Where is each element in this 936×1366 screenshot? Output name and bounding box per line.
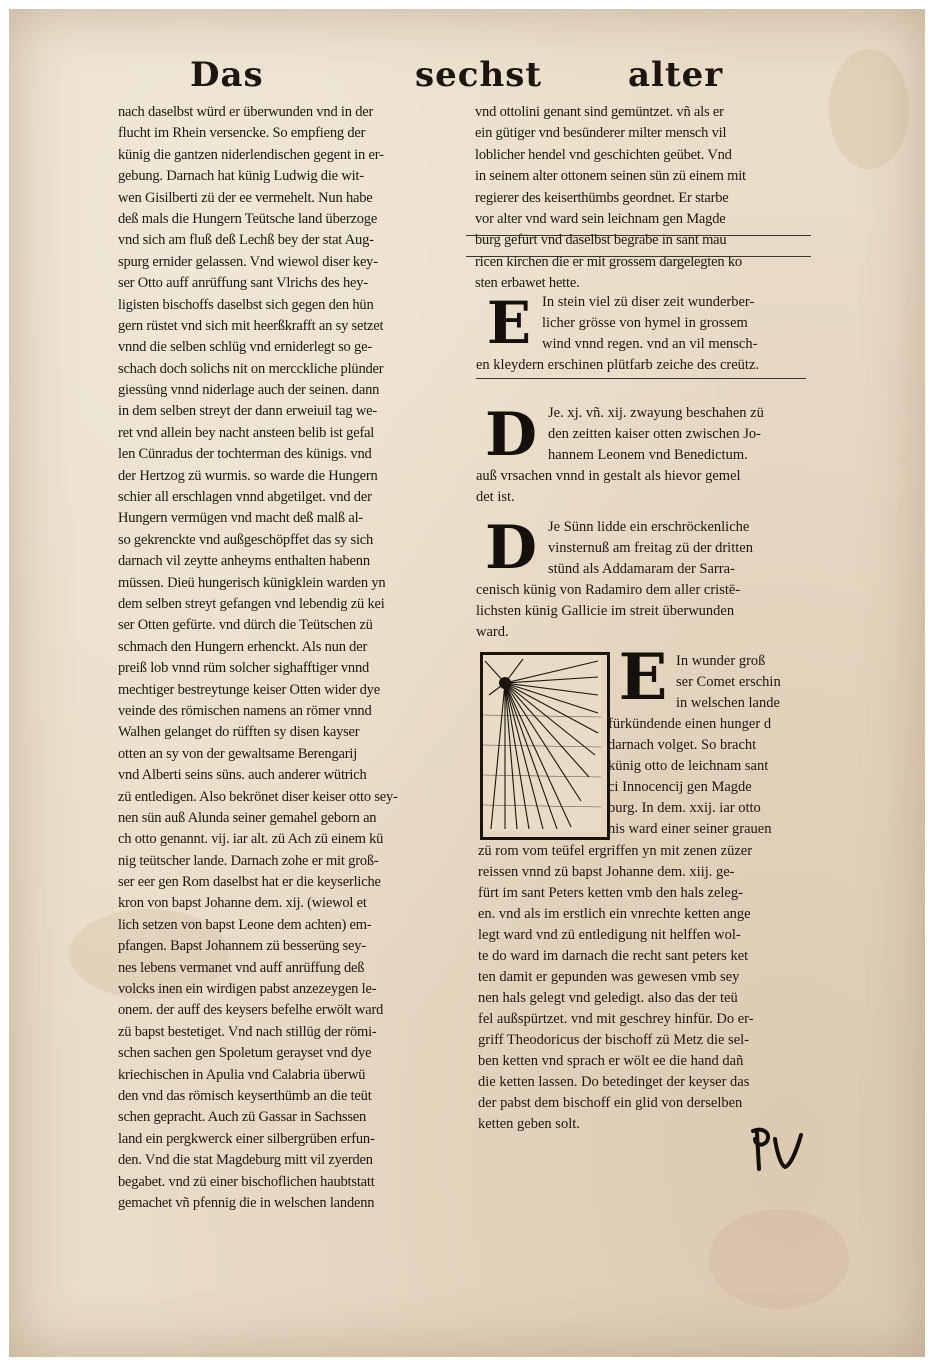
text-line: müssen. Dieü hungerisch künigklein warden yn — [118, 574, 386, 591]
text-line: ret vnd allein bey nacht ansteen belib ist gefal — [118, 424, 375, 441]
text-line: kron von bapst Johanne dem. xij. (wiewol et — [118, 895, 367, 912]
text-line: Walhen gelanget do rüfften sy disen kayser — [118, 724, 360, 741]
header-left: Das — [190, 55, 264, 95]
text-line: len Cünradus der tochterman des künigs. vnd — [118, 446, 372, 463]
text-line: licher grösse von hymel in grossem — [542, 315, 748, 331]
text-line: onem. der auff des keysers befelhe erwölt ward — [118, 1002, 384, 1019]
text-line: nig teütscher lande. Darnach zohe er mit groß- — [118, 852, 379, 869]
text-line: künig die gantzen niderlendischen gegent in er- — [118, 146, 384, 163]
text-line: ser Otten gefürte. vnd dürch die Teütschen zü — [118, 617, 373, 634]
text-line: der Hertzog zü wurmis. so warde die Hungern — [118, 467, 378, 484]
text-line: schen gepracht. Auch zü Gassar in Sachssen — [118, 1109, 367, 1126]
text-line: ricen kirchen die er mit grossem dargelegten ko — [475, 253, 742, 270]
text-line: den vnd das römisch keyserthümb an die teüt — [118, 1087, 372, 1104]
text-line: ser eer gen Rom daselbst hat er die keyserliche — [118, 874, 381, 891]
text-line: regierer des keiserthümbs geordnet. Er starbe — [475, 189, 729, 206]
text-line: griff Theodoricus der bischoff zü Metz die sel- — [478, 1032, 749, 1048]
drop-cap-initial: E — [618, 640, 668, 715]
text-line: reissen vnnd zü bapst Johanne dem. xiij. ge- — [478, 864, 735, 880]
text-line: zü rom vom teüfel ergriffen yn mit zenen züzer — [478, 843, 753, 859]
text-line: ben ketten vnd sprach er wölt ee die hand dañ — [478, 1053, 744, 1069]
text-line: gebung. Darnach hat künig Ludwig die wit- — [118, 168, 364, 185]
text-line: vnd sich am fluß deß Lechß bey der stat Aug- — [118, 232, 374, 249]
marginal-underline — [466, 256, 811, 257]
text-line: burg. In dem. xxij. iar otto — [608, 800, 761, 816]
marginal-underline — [476, 378, 806, 379]
paragraph-sun-eclipse — [476, 513, 821, 643]
text-line: ser Otto auff anrüffung sant Vlrichs des hey- — [118, 275, 368, 292]
text-line: vinsternuß am freitag zü der dritten — [548, 540, 753, 556]
text-line: land ein pergkwerck einer silbergrüben erfun- — [118, 1130, 375, 1147]
text-line: fürkündende einen hunger d — [608, 716, 772, 732]
text-line: hannem Leonem vnd Benedictum. — [548, 447, 748, 463]
text-line: in seinem alter ottonem seinen sün zü einem mit — [475, 168, 746, 185]
text-line: Je Sünn lidde ein erschröckenliche — [548, 519, 750, 535]
paragraph-stone — [476, 289, 821, 376]
text-line: te do ward im darnach die recht sant peters ket — [478, 948, 749, 964]
text-line: otten an sy von der gewaltsame Berengarij — [118, 745, 358, 762]
text-line: ligisten bischoffs daselbst sich gegen den hün — [118, 296, 374, 313]
text-line: gemachet vñ pfennig die in welschen landenn — [118, 1194, 375, 1211]
text-line: deß mals die Hungern Teütsche land überzoge — [118, 210, 378, 227]
text-line: auß vrsachen vnnd in gestalt als hievor gemel — [476, 468, 741, 484]
text-line: en kleydern erschinen plütfarb zeiche des creütz. — [476, 357, 760, 373]
text-line: ketten geben solt. — [478, 1116, 580, 1132]
text-line: cenisch künig von Radamiro dem aller cristē- — [476, 582, 741, 598]
text-line: nes lebens vermanet vnd auff anrüffung deß — [118, 959, 365, 976]
text-line: vor alter vnd ward sein leichnam gen Magde — [475, 210, 726, 227]
drop-cap-initial: D — [484, 400, 538, 470]
text-line: Hungern vermügen vnd macht deß malß al- — [118, 510, 364, 527]
paragraph-comet-continued — [478, 841, 823, 1135]
text-line: wind vnnd regen. vnd an vil mensch- — [542, 336, 758, 352]
header-right: alter — [628, 55, 724, 95]
text-line: ch otto genannt. vij. iar alt. zü Ach zü einem kü — [118, 831, 384, 848]
text-line: Je. xj. vñ. xij. zwayung beschahen zü — [548, 405, 764, 421]
marginal-underline — [466, 235, 811, 236]
text-line: vnnd die selben schlüg vnd erniderlegt so ge- — [118, 339, 372, 356]
text-line: fürt im sant Peters ketten vmb den hals zeleg- — [478, 885, 743, 901]
text-line: nis ward einer seiner grauen — [608, 821, 772, 837]
text-line: zü entledigen. Also bekrönet diser keiser otto sey- — [118, 788, 398, 805]
text-line: nen hals gelegt vnd geledigt. also das der teü — [478, 990, 738, 1006]
text-line: wen Gisilberti zü der ee vermehelt. Nun habe — [118, 189, 373, 206]
comet-woodcut-illustration — [480, 652, 610, 840]
text-line: In wunder groß — [676, 653, 766, 669]
text-line: sten erbawet hette. — [475, 275, 580, 292]
text-line: burg gefürt vnd daselbst begrabe in sant mau — [475, 232, 727, 249]
text-line: In stein viel zü diser zeit wunderber- — [542, 294, 755, 310]
text-line: die ketten lassen. Do betedinget der keyser das — [478, 1074, 750, 1090]
text-line: ein gütiger vnd besünderer milter mensch vil — [475, 125, 727, 142]
text-line: in dem selben streyt der dann erweiuil tag we- — [118, 403, 377, 420]
text-line: veinde des römischen namens an römer vnnd — [118, 702, 372, 719]
text-line: ten damit er gepunden was gewesen vmb sey — [478, 969, 740, 985]
header-center: sechst — [415, 55, 543, 95]
text-line: ward. — [476, 624, 509, 640]
paragraph-comet-beside-woodcut — [608, 651, 823, 840]
running-header — [0, 55, 936, 105]
text-line: schen sachen gen Spoletum gerayset vnd dye — [118, 1045, 372, 1062]
text-line: kriechischen in Apulia vnd Calabria überwü — [118, 1066, 366, 1083]
text-line: künig otto de leichnam sant — [608, 758, 769, 774]
text-line: begabet. vnd zü einer bischoflichen haubtstatt — [118, 1173, 375, 1190]
text-line: den. Vnd die stat Magdeburg mitt vil zyerden — [118, 1152, 373, 1169]
text-line: schier all erschlagen vnnd abgetilget. vnd der — [118, 489, 372, 506]
text-line: der pabst dem bischoff ein glid von derselben — [478, 1095, 743, 1111]
paper-stain — [709, 1209, 849, 1309]
handwritten-monogram — [745, 1125, 805, 1179]
text-line: mechtiger bestreytunge keiser Otten wider dye — [118, 681, 380, 698]
drop-cap-initial: D — [484, 513, 538, 583]
text-line: spurg ernider gelassen. Vnd wiewol diser key- — [118, 253, 378, 270]
text-line: darnach vil zeytte anheyms enthalten habenn — [118, 553, 370, 570]
text-line: lichsten künig Gallicie im streit überwunden — [476, 603, 735, 619]
text-line: vnd ottolini genant sind gemüntzet. vñ als er — [475, 104, 724, 120]
text-line: pfangen. Bapst Johannem zü besserüng sey- — [118, 938, 366, 955]
text-line: lich setzen von bapst Leone dem achten) em- — [118, 916, 372, 933]
text-line: fel außspürtzet. vnd mit geschrey hinfür. Do er- — [478, 1011, 754, 1027]
text-line: schach doch solichs nit on mercckliche plünder — [118, 360, 384, 377]
text-line: preiß lob vnnd rüm solcher sighafftiger vnnd — [118, 660, 370, 677]
text-line: schmach den Hungern erhenckt. Als nun der — [118, 638, 368, 655]
text-line: dem selben streyt gefangen vnd lebendig zü kei — [118, 595, 385, 612]
text-line: darnach volget. So bracht — [608, 737, 757, 753]
text-line: en. vnd als im erstlich ein vnrechte ketten ange — [478, 906, 751, 922]
text-line: loblicher hendel vnd geschichten geübet. Vnd — [475, 146, 732, 163]
text-line: volcks inen ein wirdigen pabst anzezeygen le- — [118, 981, 377, 998]
text-line: nach daselbst würd er überwunden vnd in der — [118, 104, 374, 120]
text-line: so gekrenckte vnd außgeschöpffet das sy sich — [118, 531, 374, 548]
text-line: gern rüstet vnd sich mit heerßkrafft an sy setzet — [118, 317, 384, 334]
text-line: legt ward vnd zü entledigung nit helffen wol- — [478, 927, 741, 943]
text-line: in welschen lande — [676, 695, 780, 711]
drop-cap-initial: E — [486, 289, 532, 357]
left-text-column — [118, 102, 458, 1214]
right-top-paragraph — [475, 102, 820, 295]
text-line: flucht im Rhein versencke. So empfieng der — [118, 125, 366, 142]
text-line: det ist. — [476, 489, 515, 505]
text-line: ser Comet erschin — [676, 674, 781, 690]
paragraph-schism — [476, 400, 821, 508]
text-line: nen sün auß Alunda seiner gemahel geborn an — [118, 809, 377, 826]
text-line: vnd Alberti seins süns. auch anderer wütrich — [118, 767, 367, 784]
text-line: zü bapst bestetiget. Vnd nach stillüg der römi- — [118, 1023, 377, 1040]
text-line: stünd als Addamaram der Sarra- — [548, 561, 735, 577]
text-line: den zeitten kaiser otten zwischen Jo- — [548, 426, 761, 442]
text-line: giessüng vnnd niderlage auch der seinen. dann — [118, 382, 380, 399]
text-line: ci Innocencij gen Magde — [608, 779, 752, 795]
